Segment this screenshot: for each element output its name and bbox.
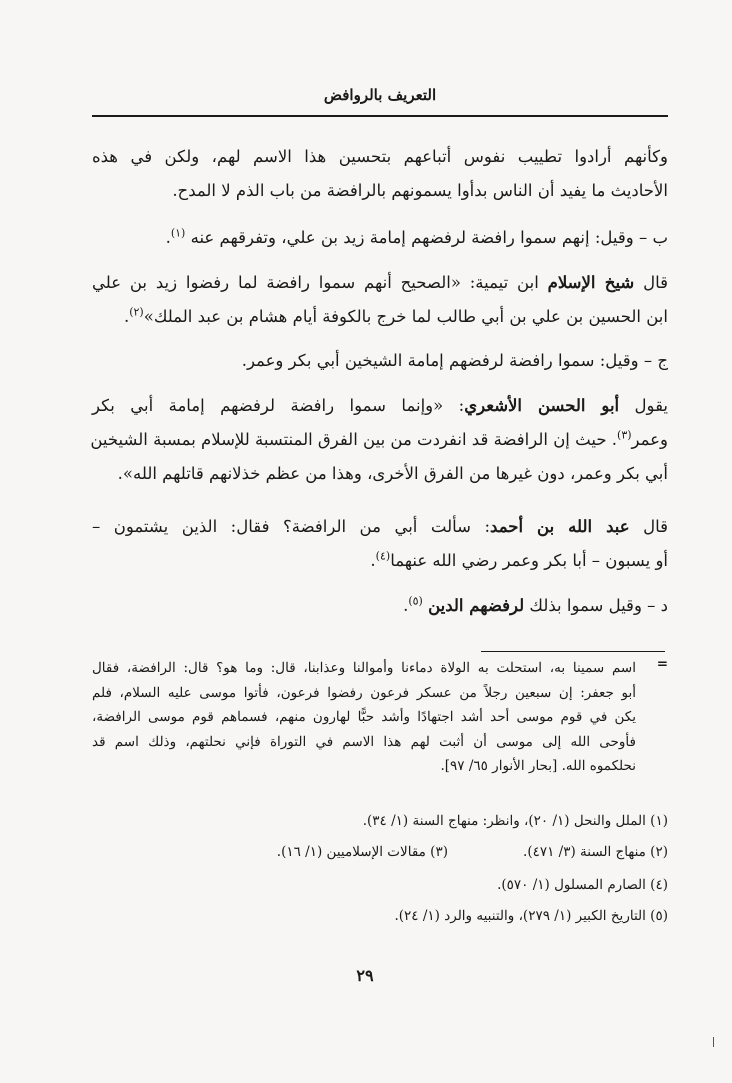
text-line	[92, 423, 668, 457]
text-line: الأحاديث ما يفيد أن الناس بدأوا يسمونهم بالرافضة من باب الذم لا المدح.	[172, 181, 668, 200]
scholar-name: عبد الله بن أحمد	[490, 517, 630, 536]
text-segment: ابن تيمية: «الصحيح أنهم سموا رافضة لما رفضوا زيد بن علي	[92, 273, 548, 292]
footnote-line: نحلكموه الله. [بحار الأنوار ٦٥/ ٩٧].	[440, 758, 636, 774]
paragraph-4	[92, 344, 668, 378]
paragraph-3	[92, 266, 668, 334]
text-line: ج – وقيل: سموا رافضة لرفضهم إمامة الشيخين أبي بكر وعمر.	[241, 351, 668, 370]
footnote-ref: (٤)	[375, 549, 391, 563]
text-segment: أو يسبون – أبا بكر وعمر رضي الله عنهما	[390, 551, 668, 570]
footnote-line: اسم سمينا به، استحلت به الولاة دماءنا وأموالنا وعذابنا، قال: وما هو؟ قال: الرافضة، فقال	[92, 660, 636, 676]
text-line	[92, 510, 668, 544]
text-line	[92, 389, 668, 423]
footnote-separator	[481, 651, 665, 652]
footnote-line: فأوحى الله إلى موسى أن أثبت لهم هذا الاسم في التوراة فإني نحلتهم، وذلك اسم قد	[92, 733, 636, 750]
footnote-2: (٢) منهاج السنة (٣/ ٤٧١).	[523, 844, 668, 860]
header-rule	[92, 115, 668, 117]
text-line	[92, 589, 668, 623]
page-number: ٢٩	[356, 966, 374, 985]
footnote-4: (٤) الصارم المسلول (١/ ٥٧٠).	[497, 877, 668, 893]
paragraph-7	[92, 589, 668, 623]
text-line	[92, 266, 668, 300]
text-line	[92, 300, 668, 334]
paragraph-6	[92, 510, 668, 578]
footnote-3: (٣) مقالات الإسلاميين (١/ ١٦).	[276, 844, 448, 860]
text-segment: . حيث إن الرافضة قد انفردت من بين الفرق المنتسبة للإسلام بمسبة الشيخين	[90, 430, 618, 449]
paragraph-2	[92, 221, 668, 255]
scholar-name: شيخ الإسلام	[547, 273, 635, 292]
continuation-mark: =	[656, 656, 668, 672]
text-segment: وعمر	[631, 430, 668, 449]
emphasis-text: لرفضهم الدين	[428, 596, 525, 615]
footnote-ref: (١)	[170, 226, 186, 240]
footnote-ref: (٢)	[129, 305, 144, 319]
text-segment: .	[370, 551, 376, 570]
paragraph-1	[92, 140, 668, 208]
text-segment: ب – وقيل: إنهم سموا رافضة لرفضهم إمامة زيد بن علي، وتفرقهم عنه	[190, 228, 668, 247]
text-segment: قال	[634, 273, 668, 292]
text-line: أبي بكر وعمر، دون غيرها من الفرق الأخرى، وهذا من عظم خذلانهم قاتلهم الله».	[117, 464, 668, 483]
text-segment: .	[165, 228, 171, 247]
text-segment: : سألت أبي من الرافضة؟ فقال: الذين يشتمون –	[92, 517, 491, 536]
paragraph-5	[92, 389, 668, 491]
text-segment: .	[123, 307, 130, 326]
footnote-1: (١) الملل والنحل (١/ ٢٠)، وانظر: منهاج السنة (١/ ٣٤).	[362, 813, 668, 829]
text-line: وكأنهم أرادوا تطييب نفوس أتباعهم بتحسين هذا الاسم لهم، ولكن في هذه	[92, 147, 668, 166]
footnote-line: يكن في قوم موسى أحد أشد اجتهادًا وأشد حبًّا لهارون منهم، فسماهم قوم موسى الرافضة،	[92, 709, 636, 725]
scholar-name: أبو الحسن الأشعري	[464, 396, 620, 415]
footnote-ref: (٣)	[617, 428, 632, 442]
text-segment: يقول	[619, 396, 669, 415]
text-segment: : «وإنما سموا رافضة لرفضهم إمامة أبي بكر	[92, 396, 465, 415]
running-header: التعريف بالروافض	[323, 86, 437, 104]
text-line	[92, 544, 668, 578]
footnote-continuation	[92, 656, 668, 779]
text-segment: .	[403, 596, 409, 615]
text-segment: قال	[629, 517, 668, 536]
footnote-ref: (٥)	[408, 594, 423, 608]
text-line	[92, 221, 668, 255]
footnote-5: (٥) التاريخ الكبير (١/ ٢٧٩)، والتنبيه والرد (١/ ٢٤).	[394, 908, 668, 924]
text-segment: ابن الحسين بن علي بن أبي طالب لما خرج بالكوفة أيام هشام بن عبد الملك»	[143, 307, 668, 326]
text-segment: د – وقيل سموا بذلك	[524, 596, 668, 615]
footnote-line: أبو جعفر: إن سبعين رجلاً من عسكر فرعون رفضوا فرعون، فأتوا موسى عليه السلام، فلم	[92, 684, 636, 701]
scan-edge-mark	[713, 1037, 718, 1047]
